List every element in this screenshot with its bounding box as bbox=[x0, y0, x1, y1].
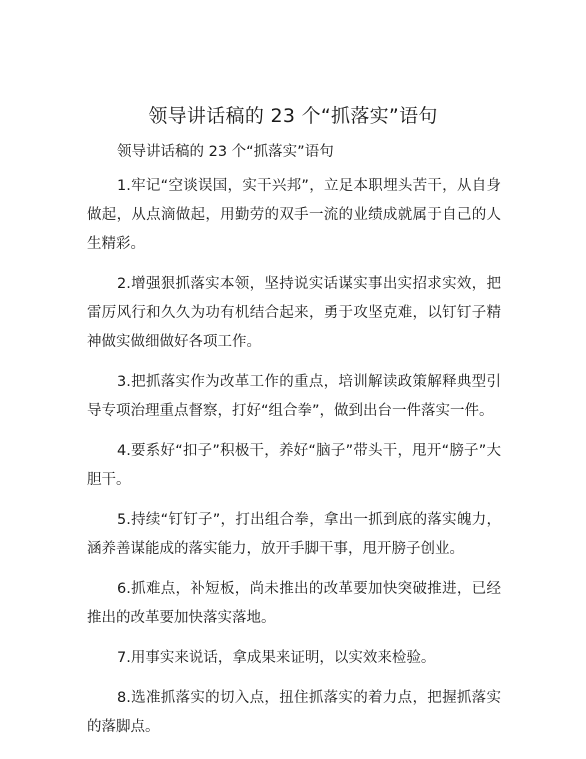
list-item: 1.牢记“空谈误国，实干兴邦”，立足本职埋头苦干，从自身做起，从点滴做起，用勤劳的双手一流的业绩成就属于自己的人生精彩。 bbox=[87, 178, 501, 252]
list-item: 7.用事实来说话，拿成果来证明，以实效来检验。 bbox=[117, 650, 436, 666]
list-item: 8.选准抓落实的切入点，扭住抓落实的着力点，把握抓落实的落脚点。 bbox=[87, 690, 501, 735]
list-item: 5.持续“钉钉子”，打出组合拳，拿出一抓到底的落实魄力，涵养善谋能成的落实能力，放开手脚干事，甩开膀子创业。 bbox=[87, 512, 501, 557]
list-item: 3.把抓落实作为改革工作的重点，培训解读政策解释典型引导专项治理重点督察，打好“组合拳”，做到出台一件落实一件。 bbox=[87, 374, 501, 419]
list-item: 4.要系好“扣子”积极干，养好“脑子”带头干，甩开“膀子”大胆干。 bbox=[87, 443, 501, 488]
document-title: 领导讲话稿的 23 个“抓落实”语句 bbox=[148, 105, 438, 127]
document-subtitle: 领导讲话稿的 23 个“抓落实”语句 bbox=[117, 144, 334, 160]
list-item: 2.增强狠抓落实本领，坚持说实话谋实事出实招求实效，把雷厉风行和久久为功有机结合起来，勇于攻坚克难，以钉钉子精神做实做细做好各项工作。 bbox=[87, 276, 501, 350]
item-list bbox=[87, 172, 501, 753]
list-item: 6.抓难点，补短板，尚未推出的改革要加快突破推进，已经推出的改革要加快落实落地。 bbox=[87, 581, 501, 626]
